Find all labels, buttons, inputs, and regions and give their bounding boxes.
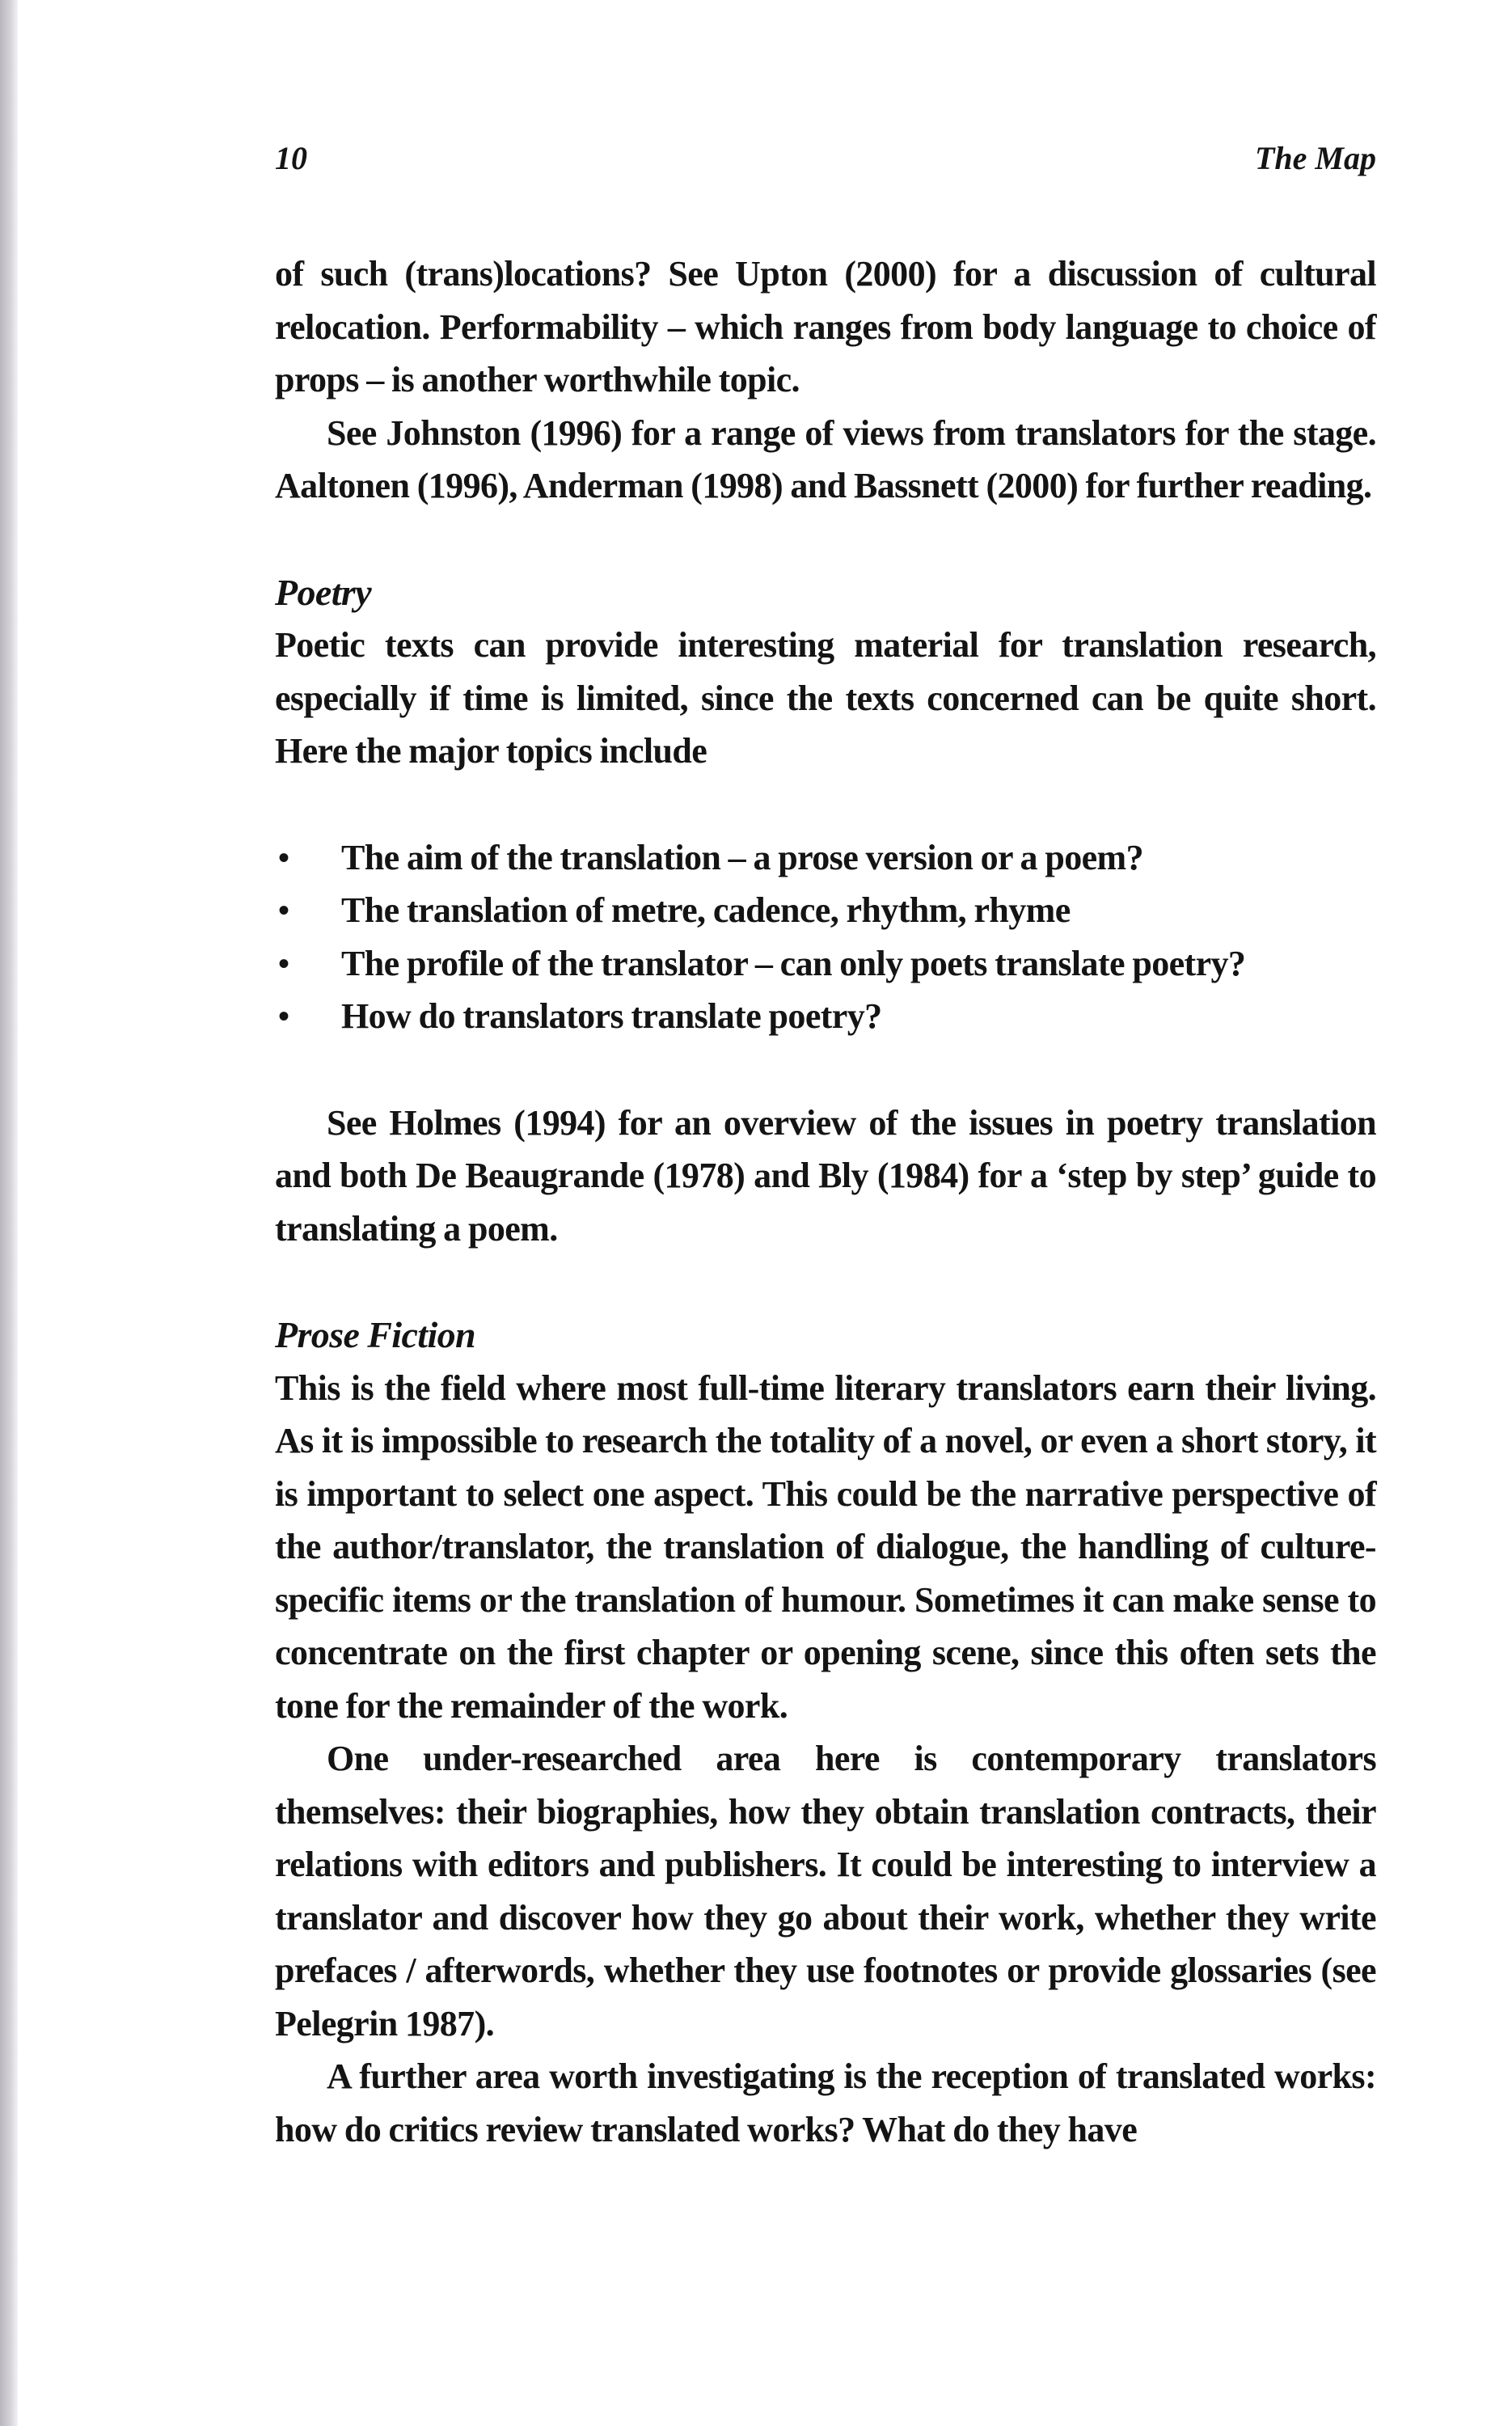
poetry-topics-list xyxy=(275,831,1376,1043)
spacer xyxy=(275,1255,1376,1308)
list-item xyxy=(275,937,1376,991)
list-item-text: The aim of the translation – a prose version or a poem? xyxy=(341,837,1143,877)
page-gutter-shadow xyxy=(0,0,18,2426)
paragraph: A further area worth investigating is the reception of translated works: how do critics review translated works? What do they have xyxy=(275,2056,1376,2149)
section-heading-prose-fiction: Prose Fiction xyxy=(275,1314,476,1355)
paragraph: One under-researched area here is contemporary translators themselves: their biographies, how they obtain translation contracts, their relations with editors and publishers. It could be interesting to interview a translator and discover how they go about their work, whether they write prefaces / afterwords, whether they use footnotes or provide glossaries (see Pelegrin 1987). xyxy=(275,1739,1376,2044)
paragraph: Poetic texts can provide interesting material for translation research, especially if time is limited, since the texts concerned can be quite short. Here the major topics include xyxy=(275,625,1376,771)
page-body xyxy=(275,247,1376,2156)
list-item-text: The profile of the translator – can only poets translate poetry? xyxy=(341,943,1246,983)
bullet-icon: • xyxy=(278,892,289,928)
bullet-icon: • xyxy=(278,998,289,1034)
spacer xyxy=(275,778,1376,831)
chapter-title: The Map xyxy=(1255,140,1376,176)
spacer xyxy=(275,1043,1376,1097)
paragraph: See Johnston (1996) for a range of views from translators for the stage. Aaltonen (1996), Anderman (1998) and Bassnett (2000) for further reading. xyxy=(275,412,1376,505)
section-heading-poetry: Poetry xyxy=(275,571,372,613)
paragraph: of such (trans)locations? See Upton (2000) for a discussion of cultural relocation. Performability – which ranges from body language to choice of props – is another worthwhile topic. xyxy=(275,254,1376,399)
list-item-text: The translation of metre, cadence, rhythm, rhyme xyxy=(341,890,1071,930)
bullet-icon: • xyxy=(278,945,289,982)
bullet-icon: • xyxy=(278,839,289,876)
paragraph: See Holmes (1994) for an overview of the issues in poetry translation and both De Beaugrande (1978) and Bly (1984) for a ‘step by step’ guide to translating a poem. xyxy=(275,1102,1376,1249)
list-item xyxy=(275,831,1376,885)
page-number: 10 xyxy=(275,140,307,176)
paragraph: This is the field where most full-time literary translators earn their living. As it is impossible to research the totality of a novel, or even a short story, it is important to select one aspect. This could be the narrative perspective of the author/translator, the translation of dialogue, the handling of culture-specific items or the translation of humour. Sometimes it can make sense to concentrate on the first chapter or opening scene, since this often sets the tone for the remainder of the work. xyxy=(275,1367,1376,1726)
list-item xyxy=(275,990,1376,1043)
list-item-text: How do translators translate poetry? xyxy=(341,996,882,1036)
spacer xyxy=(275,513,1376,566)
list-item xyxy=(275,884,1376,937)
running-head xyxy=(275,139,1376,188)
